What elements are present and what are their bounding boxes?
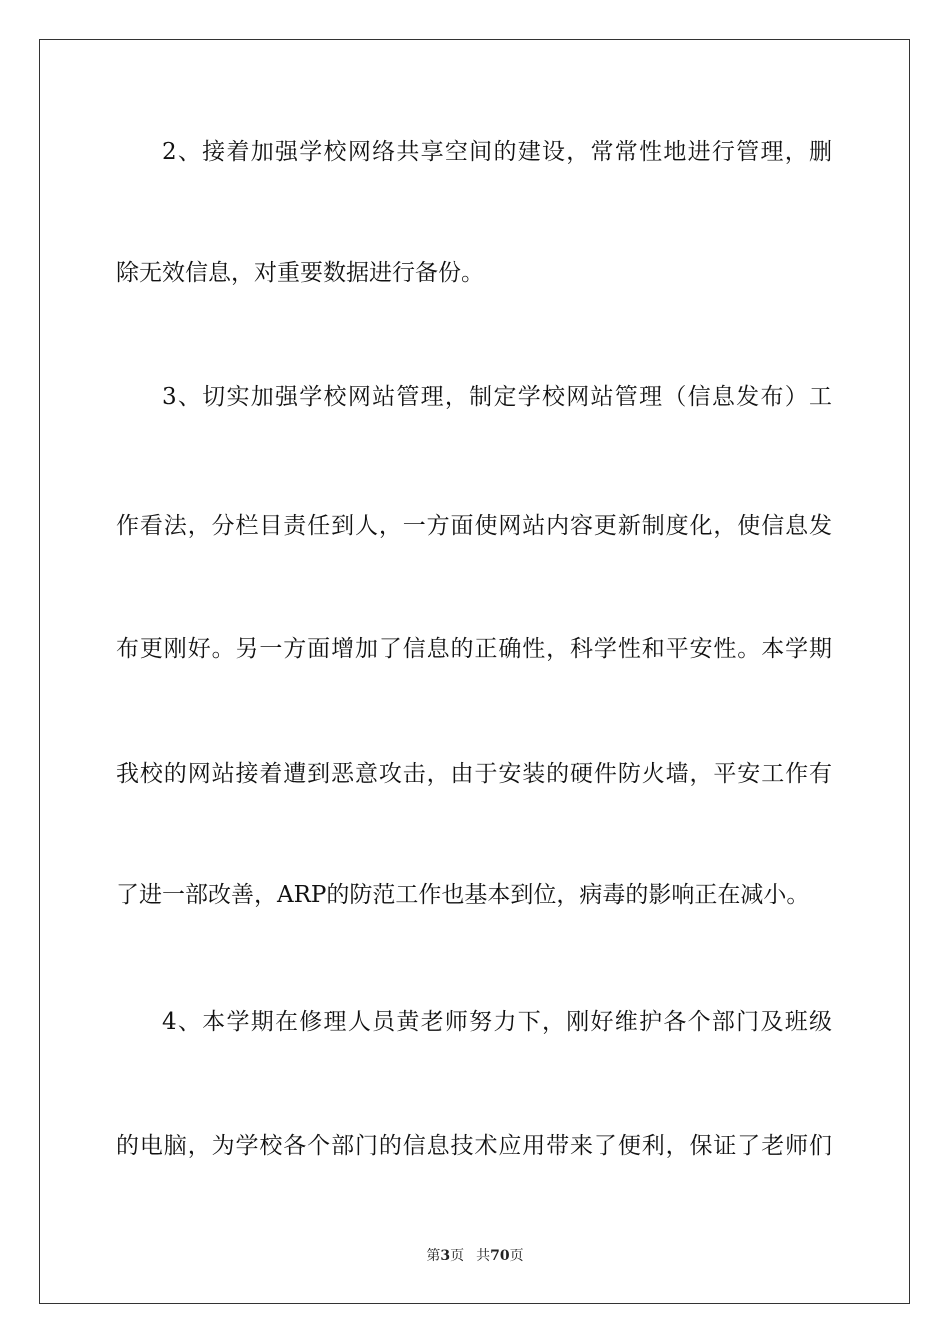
paragraph-4-line-1: 4、本学期在修理人员黄老师努力下，刚好维护各个部门及班级: [162, 1009, 832, 1035]
paragraph-3-line-1: 3、切实加强学校网站管理，制定学校网站管理（信息发布）工: [162, 384, 832, 410]
footer-page-suffix: 页: [450, 1248, 465, 1264]
paragraph-2-line-1: 2、接着加强学校网络共享空间的建设，常常性地进行管理，删: [162, 139, 832, 165]
paragraph-4-line-2: 的电脑，为学校各个部门的信息技术应用带来了便利，保证了老师们: [116, 1133, 832, 1159]
footer-page-number: 3: [440, 1248, 451, 1264]
page-footer: [0, 1246, 950, 1266]
paragraph-3-line-2: 作看法，分栏目责任到人，一方面使网站内容更新制度化，使信息发: [116, 513, 832, 539]
paragraph-3-line-3: 布更刚好。另一方面增加了信息的正确性，科学性和平安性。本学期: [116, 636, 832, 662]
paragraph-3-line-4: 我校的网站接着遭到恶意攻击，由于安装的硬件防火墙，平安工作有: [116, 761, 832, 787]
footer-total-number: 70: [490, 1248, 510, 1264]
paragraph-3-line-5: 了进一部改善，ARP的防范工作也基本到位，病毒的影响正在减小。: [116, 882, 810, 908]
footer-page-prefix: 第: [426, 1248, 441, 1264]
paragraph-2-line-2: 除无效信息，对重要数据进行备份。: [116, 260, 484, 286]
page-frame: [39, 39, 910, 1304]
footer-total-prefix: 共: [476, 1248, 491, 1264]
footer-total-suffix: 页: [509, 1248, 524, 1264]
